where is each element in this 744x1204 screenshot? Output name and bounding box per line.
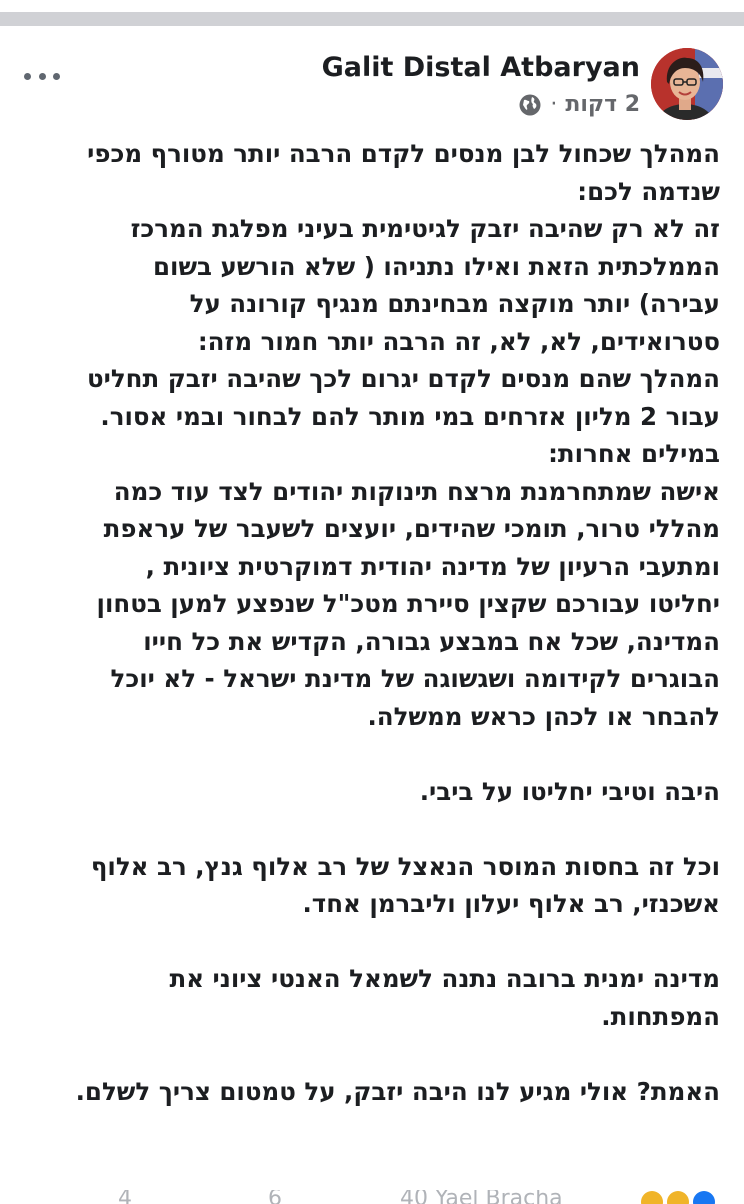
feed-divider-bar: [0, 12, 744, 26]
more-dot-icon: [53, 73, 60, 80]
post-text-line: שנדמה לכם:: [577, 176, 720, 206]
meta-separator: ·: [550, 92, 558, 117]
post-text-line: זה לא רק שהיבה יזבק לגיטימית בעיני מפלגת המרכז: [130, 214, 720, 243]
post-text-line: וכל זה בחסות המוסר הנאצל של רב אלוף גנץ, רב אלוף: [90, 851, 720, 881]
avatar-image: [651, 48, 723, 120]
post-text-line: היבה וטיבי יחליטו על ביבי.: [419, 776, 720, 806]
paragraph-gap: [36, 923, 720, 961]
love-icon: [667, 1191, 689, 1204]
post-text-line: להבחר או לכהן כראש ממשלה.: [367, 701, 720, 731]
post-text-line: אשכנזי, רב אלוף יעלון וליברמן אחד.: [302, 889, 720, 918]
paragraph-gap: [36, 1035, 720, 1073]
post-text-line: אישה שמתחרמנת מרצח תינוקות יהודים לצד עוד כמה: [113, 476, 720, 506]
share-count[interactable]: 6: [268, 1190, 282, 1204]
post-text-line: ומתעבי הרעיון של מדינה יהודית דמוקרטית ציונית ,: [145, 551, 720, 581]
more-dot-icon: [39, 73, 46, 80]
globe-icon: [518, 93, 542, 117]
post-meta: [518, 92, 640, 117]
avatar[interactable]: [651, 48, 723, 120]
post-text: [36, 135, 720, 1110]
post-text-line: עבור 2 מליון אזרחים במי מותר להם לבחור ובמי אסור.: [100, 401, 720, 431]
like-icon: [693, 1191, 715, 1204]
post-card: [0, 26, 744, 1204]
post-text-line: הממלכתית הזאת ואילו נתניהו ( שלא הורשע בשום: [153, 251, 720, 281]
post-text-line: המדינה, שכל אח במבצע גבורה, הקדיש את כל חייו: [143, 626, 720, 656]
post-text-line: המהלך שכחול לבן מנסים לקדם הרבה יותר מטורף מכפי: [87, 139, 720, 168]
like-summary[interactable]: 40 Yael Bracha: [400, 1190, 563, 1204]
post-header: [0, 26, 744, 126]
post-time[interactable]: 2 דקות: [565, 92, 640, 117]
post-text-line: סטרואידים, לא, לא, זה הרבה יותר חמור מזה:: [197, 326, 720, 356]
more-dot-icon: [24, 73, 31, 80]
post-text-line: מהללי טרור, תומכי שהידים, יועצים לשעבר של עראפת: [103, 514, 720, 543]
post-text-line: במילים אחרות:: [548, 439, 720, 468]
post-text-line: המהלך שהם מנסים לקדם יגרום לכך שהיבה יזבק תחליט: [86, 364, 720, 393]
comment-count[interactable]: 4: [118, 1190, 132, 1204]
more-options-button[interactable]: [24, 66, 60, 86]
author-name[interactable]: Galit Distal Atbaryan: [321, 52, 640, 83]
post-text-line: הבוגרים לקידומה ושגשוגה של מדינת ישראל - לא יוכל: [110, 664, 720, 693]
paragraph-gap: [36, 735, 720, 773]
haha-icon: [641, 1191, 663, 1204]
post-text-line: מדינה ימנית ברובה נתנה לשמאל האנטי ציוני את: [169, 964, 720, 993]
post-text-line: עבירה) יותר מוקצה מבחינתם מנגיף קורונה על: [189, 289, 720, 318]
paragraph-gap: [36, 810, 720, 848]
feed-divider: [0, 0, 744, 26]
reaction-icons[interactable]: [640, 1190, 724, 1204]
post-text-line: האמת? אולי מגיע לנו היבה יזבק, על טמטום צריך לשלם.: [75, 1076, 720, 1106]
reactions-bar[interactable]: [0, 1190, 744, 1204]
post-text-line: יחליטו עבורכם שקצין סיירת מטכ"ל שנפצע למען בטחון: [96, 589, 720, 618]
post-text-line: המפתחות.: [601, 1001, 720, 1031]
